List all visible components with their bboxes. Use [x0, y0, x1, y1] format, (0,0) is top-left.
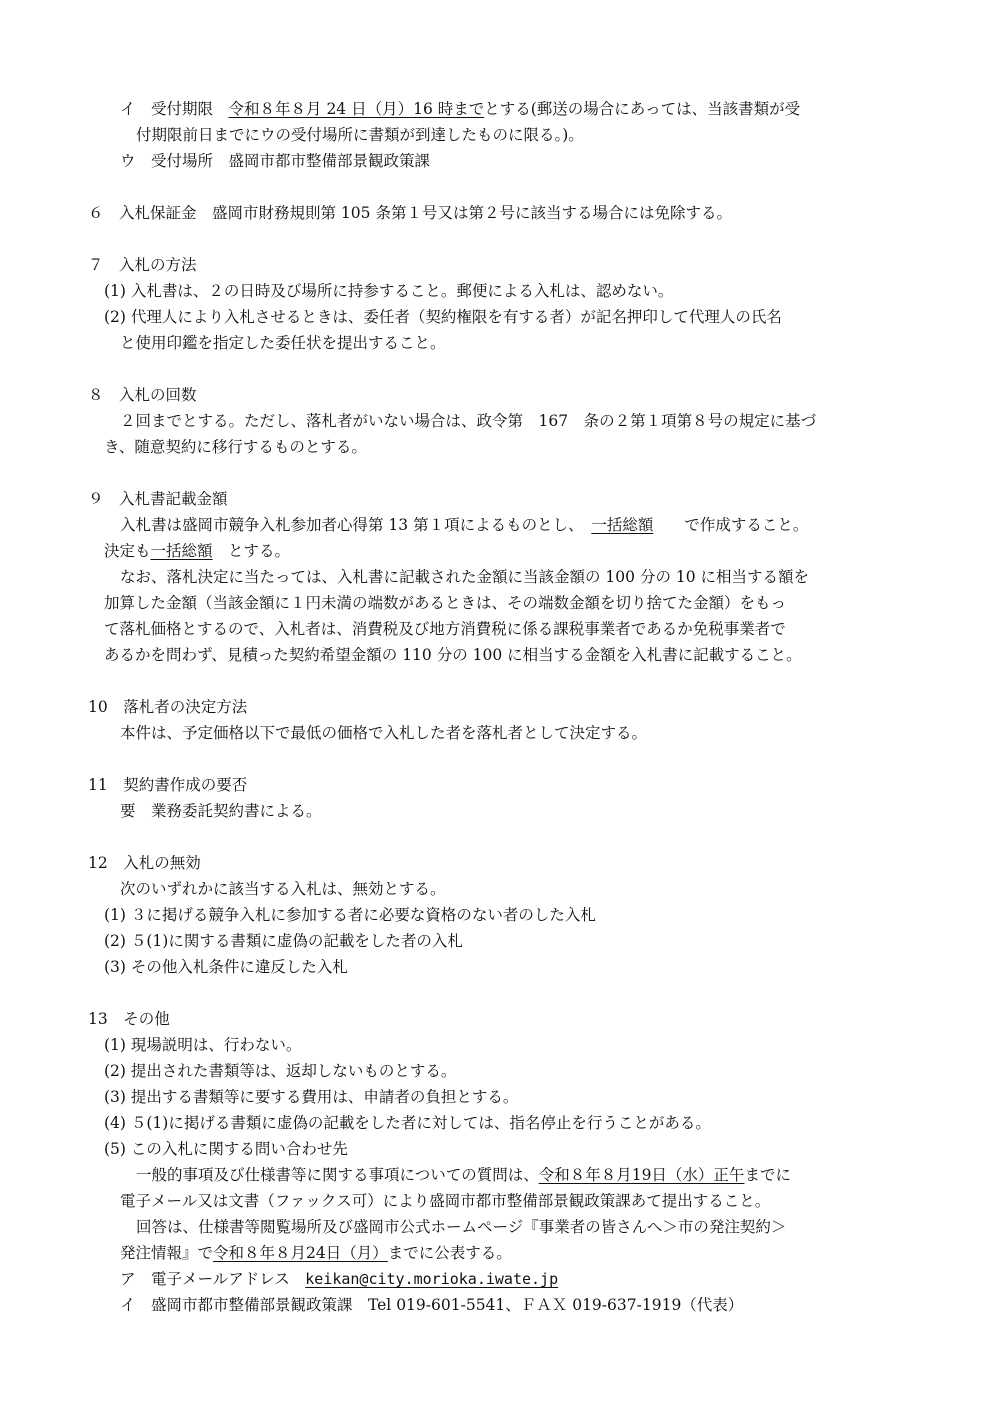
section-9-para-4: 加算した金額（当該金額に１円未満の端数があるときは、その端数金額を切り捨てた金額）をもっ [104, 594, 787, 612]
section-7-item-2: (2) 代理人により入札させるときは、委任者（契約権限を有する者）が記名押印して代理人の氏名 [104, 308, 782, 326]
deadline-date: 令和８年８月 24 日（月）16 時まで [228, 100, 485, 118]
section-13-item-1: (1) 現場説明は、行わない。 [104, 1036, 302, 1054]
contact-line: イ 盛岡市都市整備部景観政策課 Tel 019-601-5541、ＦＡＸ 019-637-1919（代表） [120, 1296, 744, 1314]
section-9-para-5: て落札価格とするので、入札者は、消費税及び地方消費税に係る課税事業者であるか免税事業者で [104, 620, 786, 638]
deadline-label: イ 受付期限 [120, 100, 229, 118]
section-12-item-2: (2) ５(1)に関する書類に虚偽の記載をした者の入札 [104, 932, 463, 950]
section-13-item-3: (3) 提出する書類等に要する費用は、申請者の負担とする。 [104, 1088, 519, 1106]
section-12-para: 次のいずれかに該当する入札は、無効とする。 [120, 880, 446, 898]
inquiry-question-line [136, 1162, 791, 1188]
section-9-para-2-text: 決定も [104, 542, 151, 560]
answer-deadline: 令和８年８月24日（月） [213, 1244, 388, 1262]
section-9-para-1-end: で作成すること。 [653, 516, 809, 534]
section-9-para-2-end: とする。 [212, 542, 291, 560]
question-deadline: 令和８年８月19日（水）正午 [538, 1166, 745, 1184]
answer-line: 回答は、仕様書等閲覧場所及び盛岡市公式ホームページ『事業者の皆さんへ＞市の発注契約＞ [136, 1218, 787, 1236]
section-9-para-3: なお、落札決定に当たっては、入札書に記載された金額に当該金額の 100 分の 10 に相当する額を [120, 568, 810, 586]
email-address-link[interactable]: keikan@city.morioka.iwate.jp [305, 1270, 559, 1288]
section-9-para-6: あるかを問わず、見積った契約希望金額の 110 分の 100 に相当する金額を入札書に記載すること。 [104, 646, 802, 664]
section-12-item-3: (3) その他入札条件に違反した入札 [104, 958, 348, 976]
email-label: ア 電子メールアドレス [120, 1270, 306, 1288]
section-9-heading: ９ 入札書記載金額 [88, 490, 228, 508]
inquiry-question-end: までに [744, 1166, 791, 1184]
email-line [120, 1266, 558, 1292]
answer-line-cont [120, 1240, 512, 1266]
section-10-para: 本件は、予定価格以下で最低の価格で入札した者を落札者として決定する。 [120, 724, 648, 742]
section-8-para-2: き、随意契約に移行するものとする。 [104, 438, 367, 456]
answer-text: 発注情報』で [120, 1244, 214, 1262]
section-9-para-2 [104, 538, 290, 564]
lump-sum-term-2: 一括総額 [150, 542, 213, 560]
section-9-para-1-text: 入札書は盛岡市競争入札参加者心得第 13 第１項によるものとし、 [120, 516, 592, 534]
section-8-heading: ８ 入札の回数 [88, 386, 197, 404]
reception-place: ウ 受付場所 盛岡市都市整備部景観政策課 [120, 152, 431, 170]
section-11-para: 要 業務委託契約書による。 [120, 802, 322, 820]
section-11-heading: 11 契約書作成の要否 [88, 776, 248, 794]
section-13-item-4: (4) ５(1)に掲げる書類に虚偽の記載をした者に対しては、指名停止を行うことがある。 [104, 1114, 711, 1132]
answer-end: までに公表する。 [387, 1244, 512, 1262]
section-12-heading: 12 入札の無効 [88, 854, 201, 872]
section-7-item-2-cont: と使用印鑑を指定した委任状を提出すること。 [120, 334, 446, 352]
section-12-item-1: (1) ３に掲げる競争入札に参加する者に必要な資格のない者のした入札 [104, 906, 596, 924]
section-13-heading: 13 その他 [88, 1010, 170, 1028]
section-10-heading: 10 落札者の決定方法 [88, 698, 248, 716]
inquiry-question-text: 一般的事項及び仕様書等に関する事項についての質問は、 [136, 1166, 539, 1184]
lump-sum-term: 一括総額 [591, 516, 654, 534]
section-6-bid-bond: ６ 入札保証金 盛岡市財務規則第 105 条第１号又は第２号に該当する場合には免除する。 [88, 204, 732, 222]
section-8-para-1: ２回までとする。ただし、落札者がいない場合は、政令第 167 条の２第１項第８号の規定に基づ [120, 412, 817, 430]
section-7-heading: ７ 入札の方法 [88, 256, 197, 274]
deadline-note: とする(郵送の場合にあっては、当該書類が受 [484, 100, 801, 118]
section-9-para-1 [120, 512, 808, 538]
section-13-item-2: (2) 提出された書類等は、返却しないものとする。 [104, 1062, 457, 1080]
deadline-note-cont: 付期限前日までにウの受付場所に書類が到達したものに限る。)。 [136, 126, 584, 144]
deadline-line [120, 96, 800, 122]
section-13-item-5: (5) この入札に関する問い合わせ先 [104, 1140, 348, 1158]
inquiry-question-cont: 電子メール又は文書（ファックス可）により盛岡市都市整備部景観政策課あて提出すること。 [120, 1192, 771, 1210]
section-7-item-1: (1) 入札書は、２の日時及び場所に持参すること。郵便による入札は、認めない。 [104, 282, 674, 300]
